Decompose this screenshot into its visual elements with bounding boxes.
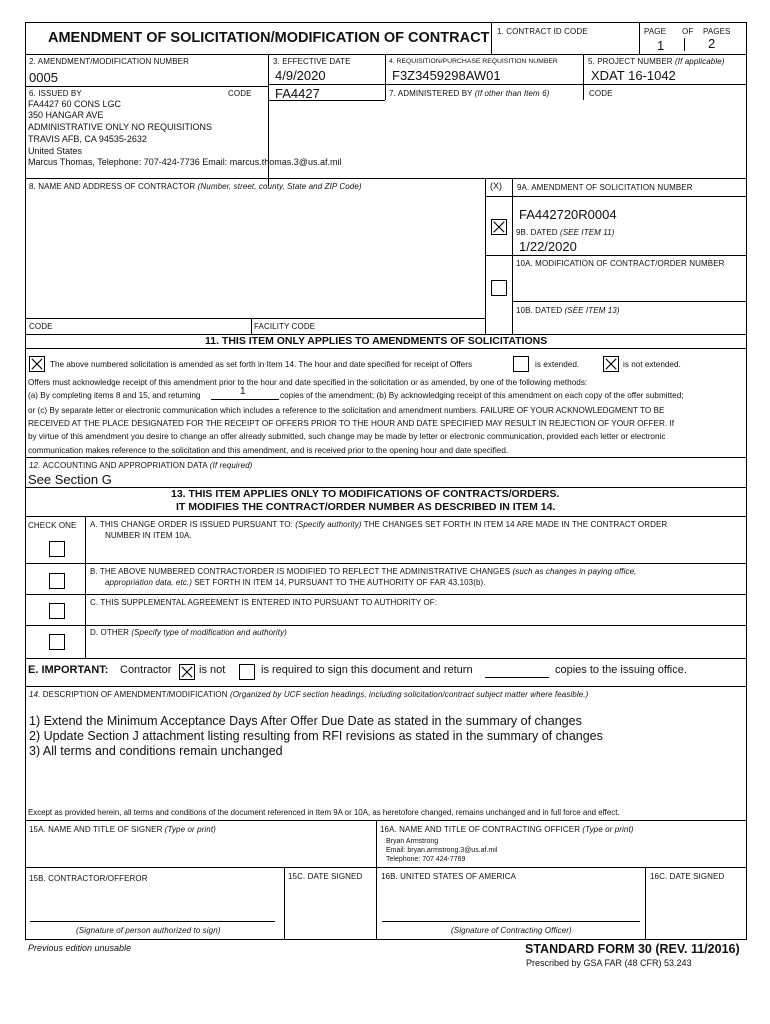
page-number: 1 [657, 38, 665, 53]
officer-line-2: Email: bryan.armstrong.3@us.af.mil [386, 847, 498, 854]
contractor-signature-caption: (Signature of person authorized to sign) [76, 926, 221, 935]
item11-paragraph-1: Offers must acknowledge receipt of this amendment prior to the hour and date specified in the solicitation or as amended, by one of the following methods: [28, 378, 588, 387]
pages-label: PAGES [703, 27, 731, 36]
issuer-line-3: ADMINISTRATIVE ONLY NO REQUISITIONS [28, 122, 213, 132]
issuer-line-6: Marcus Thomas, Telephone: 707-424-7736 Email: marcus.thomas.3@us.af.mil [28, 157, 342, 167]
item13a-line2: NUMBER IN ITEM 10A. [105, 531, 192, 540]
contractor-offeror-label: 15B. CONTRACTOR/OFFEROR [29, 874, 148, 883]
is-required-checkbox[interactable] [239, 664, 255, 680]
issuer-line-5: United States [28, 146, 83, 156]
important-is-not: is not [199, 664, 226, 676]
item11-paragraph-2b: copies of the amendment; (b) By acknowledging receipt of this amendment on each copy of the offer submitted; [280, 391, 684, 400]
is-not-extended-checkbox[interactable] [603, 356, 619, 372]
item13c-line1: C. THIS SUPPLEMENTAL AGREEMENT IS ENTERED INTO PURSUANT TO AUTHORITY OF: [90, 598, 438, 607]
contractor-code-label: CODE [29, 322, 53, 331]
item13b-line2: appropriation data, etc.) SET FORTH IN ITEM 14, PURSUANT TO THE AUTHORITY OF FAR 43.103(b). [105, 578, 486, 587]
issued-code-label: CODE [228, 89, 252, 98]
item13a-checkbox[interactable] [49, 541, 65, 557]
officer-signature-line[interactable] [382, 921, 640, 922]
project-number-value[interactable]: XDAT 16-1042 [591, 68, 676, 83]
item12-label: 12. ACCOUNTING AND APPROPRIATION DATA (If required) [29, 461, 253, 470]
pages-count: 2 [708, 36, 716, 51]
item11-heading: 11. THIS ITEM ONLY APPLIES TO AMENDMENTS OF SOLICITATIONS [205, 335, 548, 347]
solicitation-amended-checkbox[interactable] [29, 356, 45, 372]
previous-edition-note: Previous edition unusable [28, 943, 132, 953]
officer-line-3: Telephone: 707 424-7769 [386, 856, 466, 863]
x-column-label: (X) [490, 181, 502, 191]
administered-by-label: 7. ADMINISTERED BY (If other than Item 6) [389, 89, 550, 98]
is-not-required-checkbox[interactable] [179, 664, 195, 680]
item13b-line1: B. THE ABOVE NUMBERED CONTRACT/ORDER IS MODIFIED TO REFLECT THE ADMINISTRATIVE CHANGES (such as changes in paying office, [90, 567, 637, 576]
item9a-value[interactable]: FA442720R0004 [519, 207, 617, 222]
item13d-checkbox[interactable] [49, 634, 65, 650]
item10b-label: 10B. DATED (SEE ITEM 13) [516, 306, 620, 315]
item10-checkbox[interactable] [491, 280, 507, 296]
requisition-value[interactable]: F3Z3459298AW01 [392, 68, 501, 83]
item12-value[interactable]: See Section G [28, 472, 112, 487]
item11-paragraph-6: communication makes reference to the solicitation and this amendment, and is received prior to the opening hour and date specified. [28, 446, 509, 455]
return-copies-line[interactable] [485, 677, 549, 678]
is-not-extended-label: is not extended. [623, 360, 681, 369]
item10a-label: 10A. MODIFICATION OF CONTRACT/ORDER NUMBER [516, 259, 725, 268]
prescribed-by: Prescribed by GSA FAR (48 CFR) 53.243 [526, 958, 692, 968]
item9-checkbox[interactable] [491, 219, 507, 235]
item9b-value[interactable]: 1/22/2020 [519, 239, 577, 254]
item11-paragraph-3: or (c) By separate letter or electronic communication which includes a reference to the solicitation and amendment numbers. FAILURE OF YOUR ACKNOWLEDGMENT TO BE [28, 406, 665, 415]
item13a-line1: A. THIS CHANGE ORDER IS ISSUED PURSUANT TO: (Specify authority) THE CHANGES SET FORTH IN ITEM 14 ARE MADE IN THE CONTRACT ORDER [90, 520, 668, 529]
except-statement: Except as provided herein, all terms and conditions of the document referenced in Item 9A or 10A, as heretofore changed, remains unchanged and in full force and effect. [28, 808, 620, 817]
facility-code-label: FACILITY CODE [254, 322, 316, 331]
amendment-number-label: 2. AMENDMENT/MODIFICATION NUMBER [29, 57, 189, 66]
item13b-checkbox[interactable] [49, 573, 65, 589]
item13c-checkbox[interactable] [49, 603, 65, 619]
important-is-required: is required to sign this document and return [261, 664, 473, 676]
item11-line1: The above numbered solicitation is amended as set forth in Item 14. The hour and date specified for receipt of Offers [50, 360, 473, 369]
item11-paragraph-4: RECEIVED AT THE PLACE DESIGNATED FOR THE RECEIPT OF OFFERS PRIOR TO THE HOUR AND DATE SPECIFIED MAY RESULT IN REJECTION OF YOUR OFFER. If [28, 419, 675, 428]
item14-line-3: 3) All terms and conditions remain unchanged [29, 744, 283, 758]
page-label: PAGE [644, 27, 667, 36]
contractor-label: 8. NAME AND ADDRESS OF CONTRACTOR (Number, street, county, State and ZIP Code) [29, 182, 362, 191]
issued-code-value[interactable]: FA4427 [275, 86, 320, 101]
united-states-label: 16B. UNITED STATES OF AMERICA [381, 872, 517, 881]
issuer-line-2: 350 HANGAR AVE [28, 110, 104, 120]
contracting-officer-label: 16A. NAME AND TITLE OF CONTRACTING OFFICER (Type or print) [380, 825, 634, 834]
item14-line-1: 1) Extend the Minimum Acceptance Days After Offer Due Date as stated in the summary of changes [29, 714, 582, 728]
item9b-label: 9B. DATED (SEE ITEM 11) [516, 228, 615, 237]
item14-line-2: 2) Update Section J attachment listing resulting from RFI revisions as stated in the summary of changes [29, 729, 603, 743]
issuer-line-1: FA4427 60 CONS LGC [28, 99, 122, 109]
check-one-label: CHECK ONE [28, 521, 77, 530]
officer-date-signed-label: 16C. DATE SIGNED [650, 872, 725, 881]
amendment-number-value[interactable]: 0005 [29, 70, 58, 85]
is-extended-checkbox[interactable] [513, 356, 529, 372]
effective-date-value[interactable]: 4/9/2020 [275, 68, 326, 83]
item11-paragraph-5: by virtue of this amendment you desire to change an offer already submitted, such change may be made by letter or electronic communication, provided each letter or electronic [28, 432, 666, 441]
contract-id-label: 1. CONTRACT ID CODE [497, 27, 588, 36]
contractor-date-signed-label: 15C. DATE SIGNED [288, 872, 363, 881]
officer-signature-caption: (Signature of Contracting Officer) [451, 926, 572, 935]
signer-name-label: 15A. NAME AND TITLE OF SIGNER (Type or print) [29, 825, 216, 834]
form-name: STANDARD FORM 30 (REV. 11/2016) [525, 942, 740, 956]
item13-heading-1: 13. THIS ITEM APPLIES ONLY TO MODIFICATIONS OF CONTRACTS/ORDERS. [171, 488, 560, 500]
form-title: AMENDMENT OF SOLICITATION/MODIFICATION OF CONTRACT [48, 30, 490, 46]
effective-date-label: 3. EFFECTIVE DATE [273, 57, 351, 66]
item9a-label: 9A. AMENDMENT OF SOLICITATION NUMBER [517, 183, 693, 192]
item11-paragraph-2a: (a) By completing items 8 and 15, and returning [28, 391, 201, 400]
item13-heading-2: IT MODIFIES THE CONTRACT/ORDER NUMBER AS DESCRIBED IN ITEM 14. [176, 501, 556, 513]
issued-by-label: 6. ISSUED BY [29, 89, 82, 98]
item14-label: 14. DESCRIPTION OF AMENDMENT/MODIFICATION (Organized by UCF section headings, including solicitation/contract subject matter where feasible.) [29, 690, 589, 699]
copies-count[interactable]: 1 [240, 386, 246, 397]
project-number-label: 5. PROJECT NUMBER (If applicable) [588, 57, 725, 66]
officer-line-1: Bryan Armstrong [386, 838, 439, 845]
requisition-label: 4. REQUISITION/PURCHASE REQUISITION NUMBER [389, 58, 558, 65]
administered-code-label: CODE [589, 89, 613, 98]
important-contractor: Contractor [120, 664, 172, 676]
of-label: OF [682, 27, 694, 36]
important-copies: copies to the issuing office. [555, 664, 687, 676]
important-label: E. IMPORTANT: [28, 664, 109, 676]
issuer-line-4: TRAVIS AFB, CA 94535-2632 [28, 134, 147, 144]
item13d-line1: D. OTHER (Specify type of modification and authority) [90, 628, 287, 637]
is-extended-label: is extended. [535, 360, 580, 369]
contractor-signature-line[interactable] [30, 921, 275, 922]
